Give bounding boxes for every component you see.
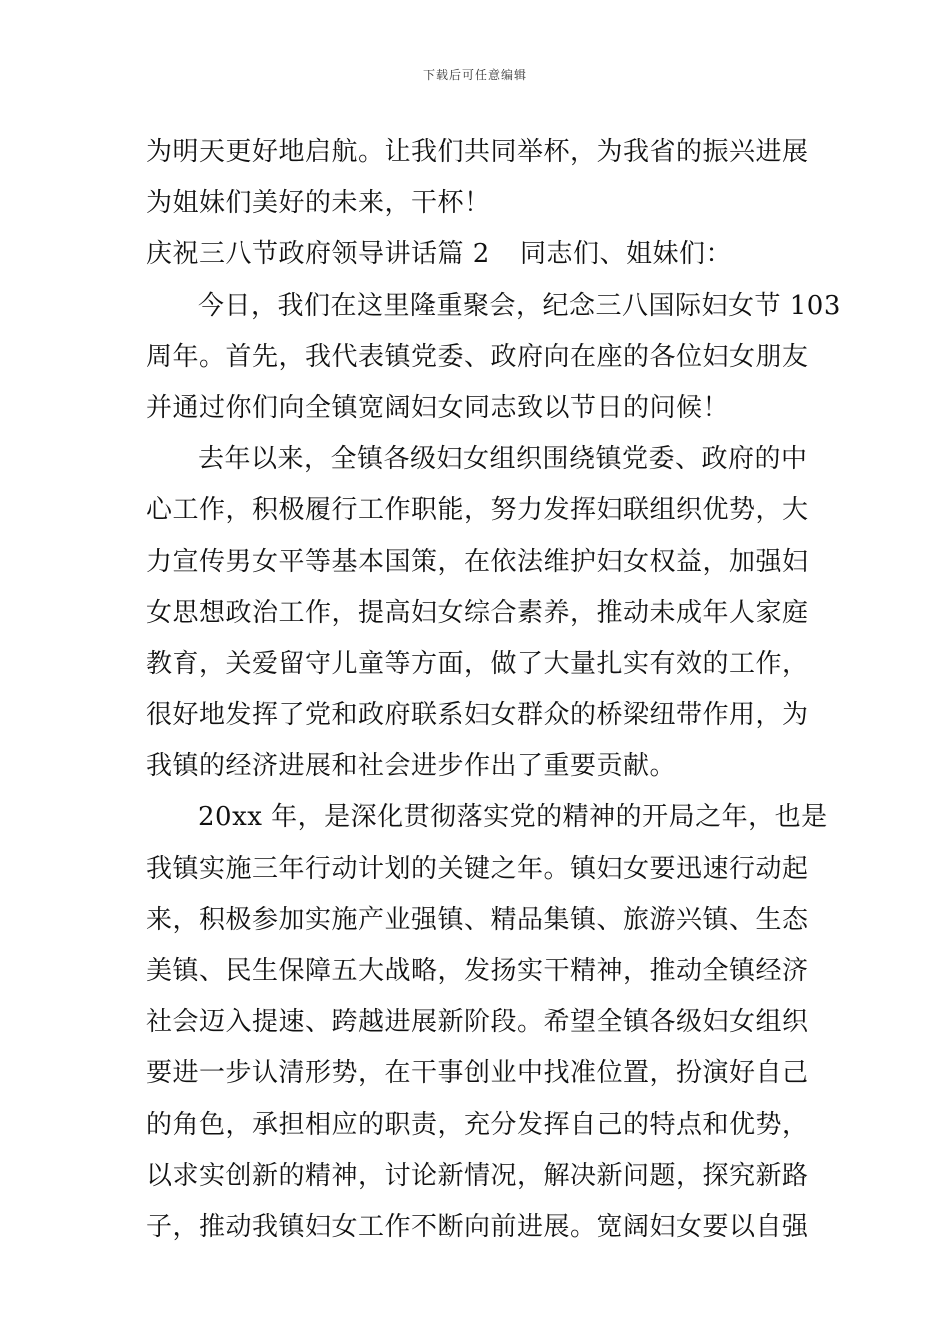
paragraph3-line-5: 社会迈入提速、跨越进展新阶段。希望全镇各级妇女组织 <box>146 1007 809 1038</box>
paragraph3-line-3: 来，积极参加实施产业强镇、精品集镇、旅游兴镇、生态 <box>146 904 809 935</box>
paragraph2-line-3: 力宣传男女平等基本国策，在依法维护妇女权益，加强妇 <box>146 546 809 577</box>
paragraph3-line-8: 以求实创新的精神，讨论新情况，解决新问题，探究新路 <box>146 1160 809 1191</box>
section-heading <box>146 229 810 280</box>
salutation: 同志们、姐妹们： <box>520 239 733 270</box>
paragraph2-line-7: 我镇的经济进展和社会进步作出了重要贡献。 <box>146 751 677 782</box>
paragraph2-line-1: 去年以来，全镇各级妇女组织围绕镇党委、政府的中 <box>198 444 808 475</box>
section-title: 庆祝三八节政府领导讲话篇 2 <box>146 239 490 270</box>
paragraph2-line-2: 心工作，积极履行工作职能，努力发挥妇联组织优势，大 <box>146 495 809 526</box>
paragraph3-line-6: 要进一步认清形势，在干事创业中找准位置，扮演好自己 <box>146 1058 809 1089</box>
paragraph3-line-7: 的角色，承担相应的职责，充分发挥自己的特点和优势， <box>146 1109 809 1140</box>
header-note: 下载后可任意编辑 <box>422 68 527 82</box>
paragraph3-line-2: 我镇实施三年行动计划的关键之年。镇妇女要迅速行动起 <box>146 853 809 884</box>
closing-line-1: 为明天更好地启航。让我们共同举杯，为我省的振兴进展 <box>146 137 809 167</box>
paragraph1-line-1: 今日，我们在这里隆重聚会，纪念三八国际妇女节 103 <box>198 290 841 321</box>
paragraph1-line-3: 并通过你们向全镇宽阔妇女同志致以节日的问候！ <box>146 392 730 423</box>
paragraph2-line-4: 女思想政治工作，提高妇女综合素养，推动未成年人家庭 <box>146 597 809 628</box>
document-body <box>146 127 841 1253</box>
paragraph2-line-6: 很好地发挥了党和政府联系妇女群众的桥梁纽带作用，为 <box>146 700 809 731</box>
paragraph1-line-2: 周年。首先，我代表镇党委、政府向在座的各位妇女朋友 <box>146 341 809 372</box>
paragraph3-line-9: 子，推动我镇妇女工作不断向前进展。宽阔妇女要以自强 <box>146 1211 809 1242</box>
paragraph3-line-4: 美镇、民生保障五大战略，发扬实干精神，推动全镇经济 <box>146 956 809 986</box>
paragraph3-line-1: 20xx 年，是深化贯彻落实党的精神的开局之年，也是 <box>198 802 828 833</box>
closing-line-2: 为姐妹们美好的未来，干杯！ <box>146 188 491 219</box>
paragraph2-line-5: 教育，关爱留守儿童等方面，做了大量扎实有效的工作， <box>146 648 809 679</box>
